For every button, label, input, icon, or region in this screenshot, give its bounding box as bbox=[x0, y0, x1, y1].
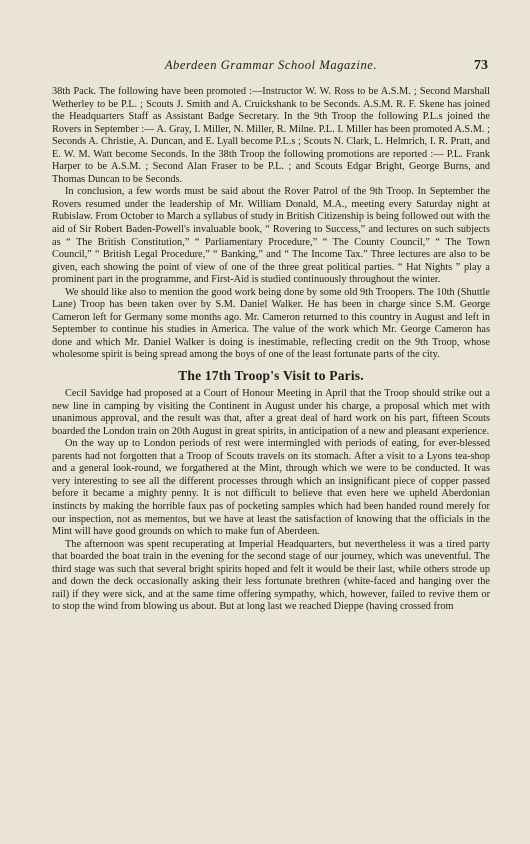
page-header bbox=[52, 58, 490, 80]
paragraph: The afternoon was spent recuperating at Imperial Headquarters, but nevertheless it was a tired party that boarded the boat train in the evening for the second stage of our journey, which was uneventful. The third stage was such that several bright spirits hoped and felt it would be their last, while others strode up and down the deck occasionally asking their less fortunate brethren (white-faced and hanging over the rail) if they were sick, and at the same time offering sympathy, which, however, failed to revive them or to stop the wind from blowing us about. But at long last we reached Dieppe (having crossed from bbox=[52, 538, 490, 613]
paragraph: We should like also to mention the good work being done by some old 9th Troopers. The 10th (Shuttle Lane) Troop has been taken over by S.M. Daniel Walker. He has been in charge since S.M. George Cameron left for Germany some months ago. Mr. Cameron returned to this country in August and left in September to continue his studies in America. The value of the work which Mr. George Cameron has done and which Mr. Daniel Walker is doing is inestimable, reflecting credit on the 9th Troop, whose wholesome spirit is being spread among the boys of one of the least fortunate parts of the city. bbox=[52, 286, 490, 361]
page-number: 73 bbox=[474, 58, 488, 73]
paragraph: 38th Pack. The following have been promoted :—Instructor W. W. Ross to be A.S.M. ; Second Marshall Wetherley to be P.L. ; Scouts J. Smith and A. Cruickshank to be Seconds. A.S.M. R. F. Skene has joined the Headquarters Staff as Assistant Badge Secretary. In the 9th Troop the following P.L.s joined the Rovers in September :— A. Gray, I. Miller, N. Miller, R. Milne. P.L. I. Miller has been promoted A.S.M. ; Seconds A. Christie, A. Duncan, and E. Lyall become P.L.s ; Scouts N. Clark, L. Helmrich, I. R. Pratt, and E. W. M. Watt become Seconds. In the 38th Troop the following promotions are reported :— P.L. Frank Harper to be A.S.M. ; Second Alan Fraser to be P.L. ; and Scouts Edgar Bright, George Burns, and Thomas Duncan to be Seconds. bbox=[52, 86, 490, 185]
paragraph: In conclusion, a few words must be said about the Rover Patrol of the 9th Troop. In September the Rovers resumed under the leadership of Mr. William Donald, M.A., meeting every Saturday night at Rubislaw. From October to March a syllabus of study in British Citizenship is being followed out with the aid of Sir Robert Baden-Powell's invaluable book, “ Rovering to Success,” and lectures on such subjects as “ The British Constitution,” “ Parliamentary Procedure,” “ The County Council,” “ The Town Council,” “ British Legal Procedure,” “ Banking,” and “ The Income Tax.” Three lectures are also to be given, each showing the point of view of one of the three great political parties. “ Hat Nights ” play a prominent part in the programme, and First-Aid is studied continuously throughout the winter. bbox=[52, 186, 490, 286]
running-title: Aberdeen Grammar School Magazine. bbox=[164, 58, 378, 72]
article-body bbox=[52, 86, 490, 614]
paragraph: Cecil Savidge had proposed at a Court of Honour Meeting in April that the Troop should strike out a new line in camping by visiting the Continent in August under his charge, a proposal which met with unanimous approval, and the result was that, after a great deal of hard work on his part, fifteen Scouts boarded the London train on 20th August in great spirits, in anticipation of a new and pleasant experience. bbox=[52, 388, 490, 437]
paragraph: On the way up to London periods of rest were intermingled with periods of eating, for ever-blessed parents had not forgotten that a Troop of Scouts travels on its stomach. After a visit to a Lyons tea-shop and a general look-round, we forgathered at the Mint, through which we were to be conducted. It was very interesting to see all the different processes through which an insignificant piece of copper passed before it became a mighty penny. It is not difficult to believe that even here we upheld Aberdonian instincts by making the horrible faux pas of pocketing samples which had been handed round merely for our inspection, not as mementos, but we have at least the satisfaction of knowing that the officials in the Mint will have good grounds on which to make fun of Aberdeen. bbox=[52, 438, 490, 538]
section-heading: The 17th Troop's Visit to Paris. bbox=[178, 368, 364, 384]
